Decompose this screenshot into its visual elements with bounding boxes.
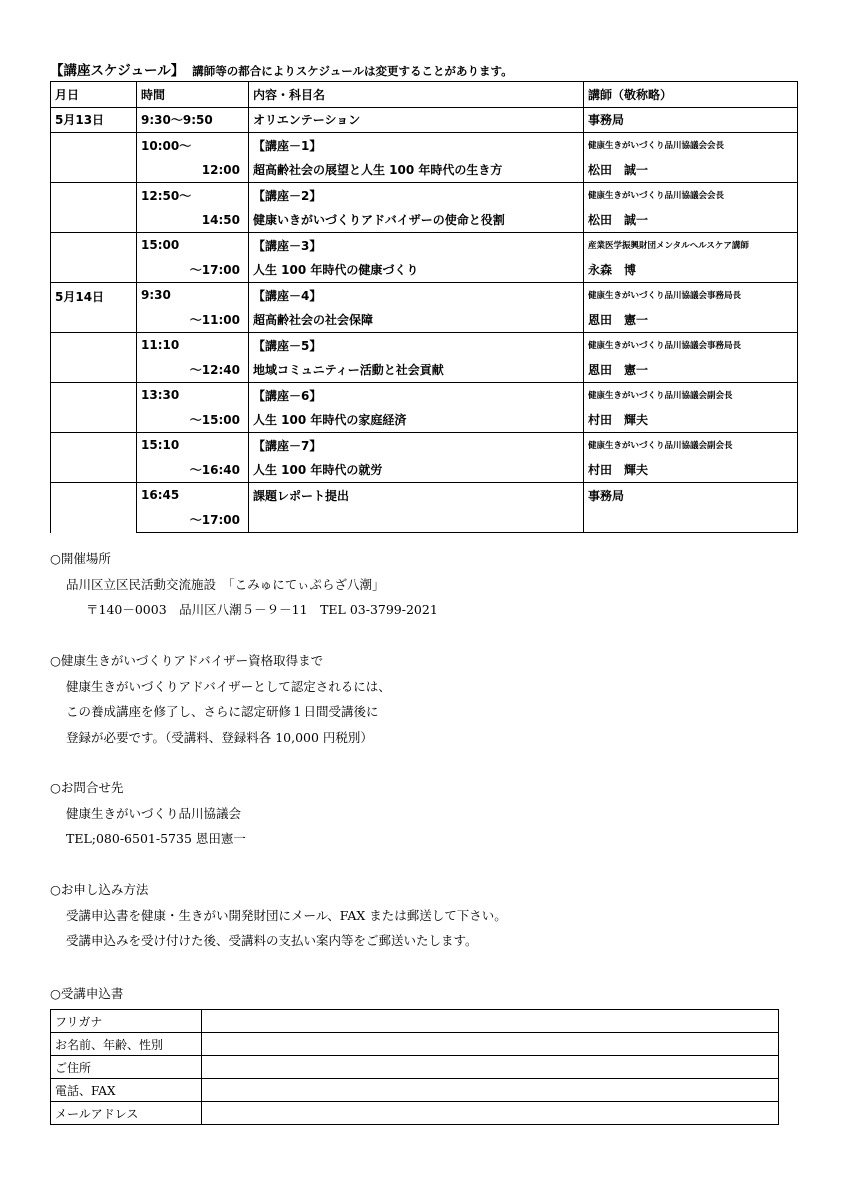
session-date: 5月14日: [51, 283, 137, 333]
form-row: [51, 1033, 779, 1056]
session-instructor: 村田 輝夫: [584, 408, 798, 433]
session-affiliation: 産業医学振興財団メンタルヘルスケア講師: [584, 233, 798, 258]
session-subject: 超高齢社会の社会保障: [249, 308, 584, 333]
header-date: 月日: [51, 82, 137, 108]
session-time-end: 14:50: [201, 212, 240, 227]
application-form-table: [50, 1009, 779, 1125]
table-row: [51, 483, 798, 508]
venue-heading: ○開催場所: [50, 551, 111, 566]
session-date: [51, 233, 137, 283]
table-row: [51, 433, 798, 458]
session-label: 【講座－3】: [249, 233, 584, 258]
orientation-date: 5月13日: [51, 107, 137, 133]
session-instructor: 恩田 憲一: [584, 358, 798, 383]
venue-address: 〒140－0003 品川区八潮５－９－11 TEL 03-3799-2021: [86, 602, 438, 617]
header-subject: 内容・科目名: [249, 82, 584, 108]
session-affiliation: 健康生きがいづくり品川協議会副会長: [584, 383, 798, 408]
table-row: [51, 258, 798, 283]
session-date: [51, 383, 137, 433]
session-subject: 人生 100 年時代の家庭経済: [249, 408, 584, 433]
schedule-table: [50, 81, 798, 533]
session-time-start: 11:10: [141, 338, 180, 353]
session-date: [51, 183, 137, 233]
session-affiliation: 健康生きがいづくり品川協議会副会長: [584, 433, 798, 458]
session-label: 課題レポート提出: [249, 483, 584, 508]
form-label: お名前、年齢、性別: [51, 1033, 202, 1056]
apply-method-line: 受講申込みを受け付けた後、受講料の支払い案内等をご郵送いたします。: [66, 933, 478, 948]
table-row: [51, 283, 798, 308]
session-label: 【講座－1】: [249, 133, 584, 158]
form-label: フリガナ: [51, 1010, 202, 1033]
session-time-end: ～12:40: [189, 363, 240, 378]
session-affiliation: 健康生きがいづくり品川協議会事務局長: [584, 283, 798, 308]
session-date: [51, 333, 137, 383]
table-row: [51, 383, 798, 408]
session-time-start: 16:45: [141, 488, 180, 503]
session-date: [51, 133, 137, 183]
table-row: [51, 208, 798, 233]
qualification-section: [50, 648, 391, 750]
contact-line: 健康生きがいづくり品川協議会: [66, 805, 242, 821]
table-row: [51, 508, 798, 533]
session-time-end: ～17:00: [189, 263, 240, 278]
session-label: 【講座－6】: [249, 383, 584, 408]
session-subject: 超高齢社会の展望と人生 100 年時代の生き方: [249, 158, 584, 183]
session-subject: [249, 508, 584, 533]
name-age-gender-field[interactable]: [202, 1033, 779, 1056]
venue-line: 品川区立区民活動交流施設 「こみゅにてぃぷらざ八潮」: [66, 576, 385, 592]
session-instructor: 村田 輝夫: [584, 458, 798, 483]
phone-fax-field[interactable]: [202, 1079, 779, 1102]
table-row: [51, 308, 798, 333]
header-instructor: 講師（敬称略）: [584, 82, 798, 108]
qualification-line: 健康生きがいづくりアドバイザーとして認定されるには、: [66, 678, 391, 694]
schedule-heading: [50, 59, 513, 79]
session-time-end: ～16:40: [189, 463, 240, 478]
session-time-start: 15:10: [141, 438, 180, 453]
session-time-start: 15:00: [141, 238, 180, 253]
session-label: 【講座－2】: [249, 183, 584, 208]
session-subject: 人生 100 年時代の健康づくり: [249, 258, 584, 283]
contact-line: TEL;080-6501-5735 恩田憲一: [66, 831, 246, 846]
table-row: [51, 233, 798, 258]
table-header-row: [51, 82, 798, 108]
session-affiliation: 健康生きがいづくり品川協議会会長: [584, 133, 798, 158]
apply-method-line: 受講申込書を健康・生きがい開発財団にメール、FAX または郵送して下さい。: [66, 907, 507, 923]
session-affiliation: 事務局: [584, 483, 798, 508]
orientation-subject: オリエンテーション: [249, 107, 584, 133]
session-subject: 健康いきがいづくりアドバイザーの使命と役割: [249, 208, 584, 233]
session-time-start: 9:30: [141, 288, 171, 303]
session-instructor: [584, 508, 798, 533]
session-time-start: 13:30: [141, 388, 180, 403]
apply-method-section: [50, 877, 507, 954]
session-subject: 人生 100 年時代の就労: [249, 458, 584, 483]
email-field[interactable]: [202, 1102, 779, 1125]
session-date: [51, 483, 137, 533]
session-instructor: 永森 博: [584, 258, 798, 283]
schedule-note: 講師等の都合によりスケジュールは変更することがあります。: [192, 64, 513, 78]
session-time-end: 12:00: [201, 162, 240, 177]
session-time-end: ～17:00: [189, 513, 240, 528]
session-label: 【講座－4】: [249, 283, 584, 308]
venue-section: [50, 546, 438, 623]
session-instructor: 松田 誠一: [584, 208, 798, 233]
qualification-heading: ○健康生きがいづくりアドバイザー資格取得まで: [50, 653, 324, 668]
form-label: ご住所: [51, 1056, 202, 1079]
application-form-heading: ○受講申込書: [50, 986, 124, 1001]
form-label: メールアドレス: [51, 1102, 202, 1125]
table-row: [51, 183, 798, 208]
form-label: 電話、FAX: [51, 1079, 202, 1102]
address-field[interactable]: [202, 1056, 779, 1079]
table-row: [51, 408, 798, 433]
session-instructor: 恩田 憲一: [584, 308, 798, 333]
qualification-line: この養成講座を修了し、さらに認定研修１日間受講後に: [66, 704, 379, 719]
table-row: [51, 107, 798, 133]
session-time-end: ～15:00: [189, 413, 240, 428]
form-row: [51, 1010, 779, 1033]
session-affiliation: 健康生きがいづくり品川協議会事務局長: [584, 333, 798, 358]
table-row: [51, 133, 798, 158]
table-row: [51, 458, 798, 483]
form-row: [51, 1102, 779, 1125]
contact-heading: ○お問合せ先: [50, 780, 124, 795]
orientation-time: 9:30～9:50: [137, 107, 249, 133]
session-subject: 地域コミュニティー活動と社会貢献: [249, 358, 584, 383]
furigana-field[interactable]: [202, 1010, 779, 1033]
orientation-instructor: 事務局: [584, 107, 798, 133]
apply-method-heading: ○お申し込み方法: [50, 882, 149, 897]
session-label: 【講座－5】: [249, 333, 584, 358]
header-time: 時間: [137, 82, 249, 108]
session-affiliation: 健康生きがいづくり品川協議会会長: [584, 183, 798, 208]
session-instructor: 松田 誠一: [584, 158, 798, 183]
form-row: [51, 1079, 779, 1102]
session-time-start: 12:50～: [141, 188, 192, 203]
session-date: [51, 433, 137, 483]
schedule-title: 【講座スケジュール】: [50, 63, 185, 79]
qualification-line: 登録が必要です。（受講料、登録料各 10,000 円税別）: [66, 729, 373, 745]
session-label: 【講座－7】: [249, 433, 584, 458]
session-time-end: ～11:00: [189, 313, 240, 328]
contact-section: [50, 775, 246, 852]
table-row: [51, 158, 798, 183]
form-row: [51, 1056, 779, 1079]
table-row: [51, 358, 798, 383]
application-form-section: [50, 981, 123, 1007]
session-time-start: 10:00～: [141, 138, 192, 153]
table-row: [51, 333, 798, 358]
